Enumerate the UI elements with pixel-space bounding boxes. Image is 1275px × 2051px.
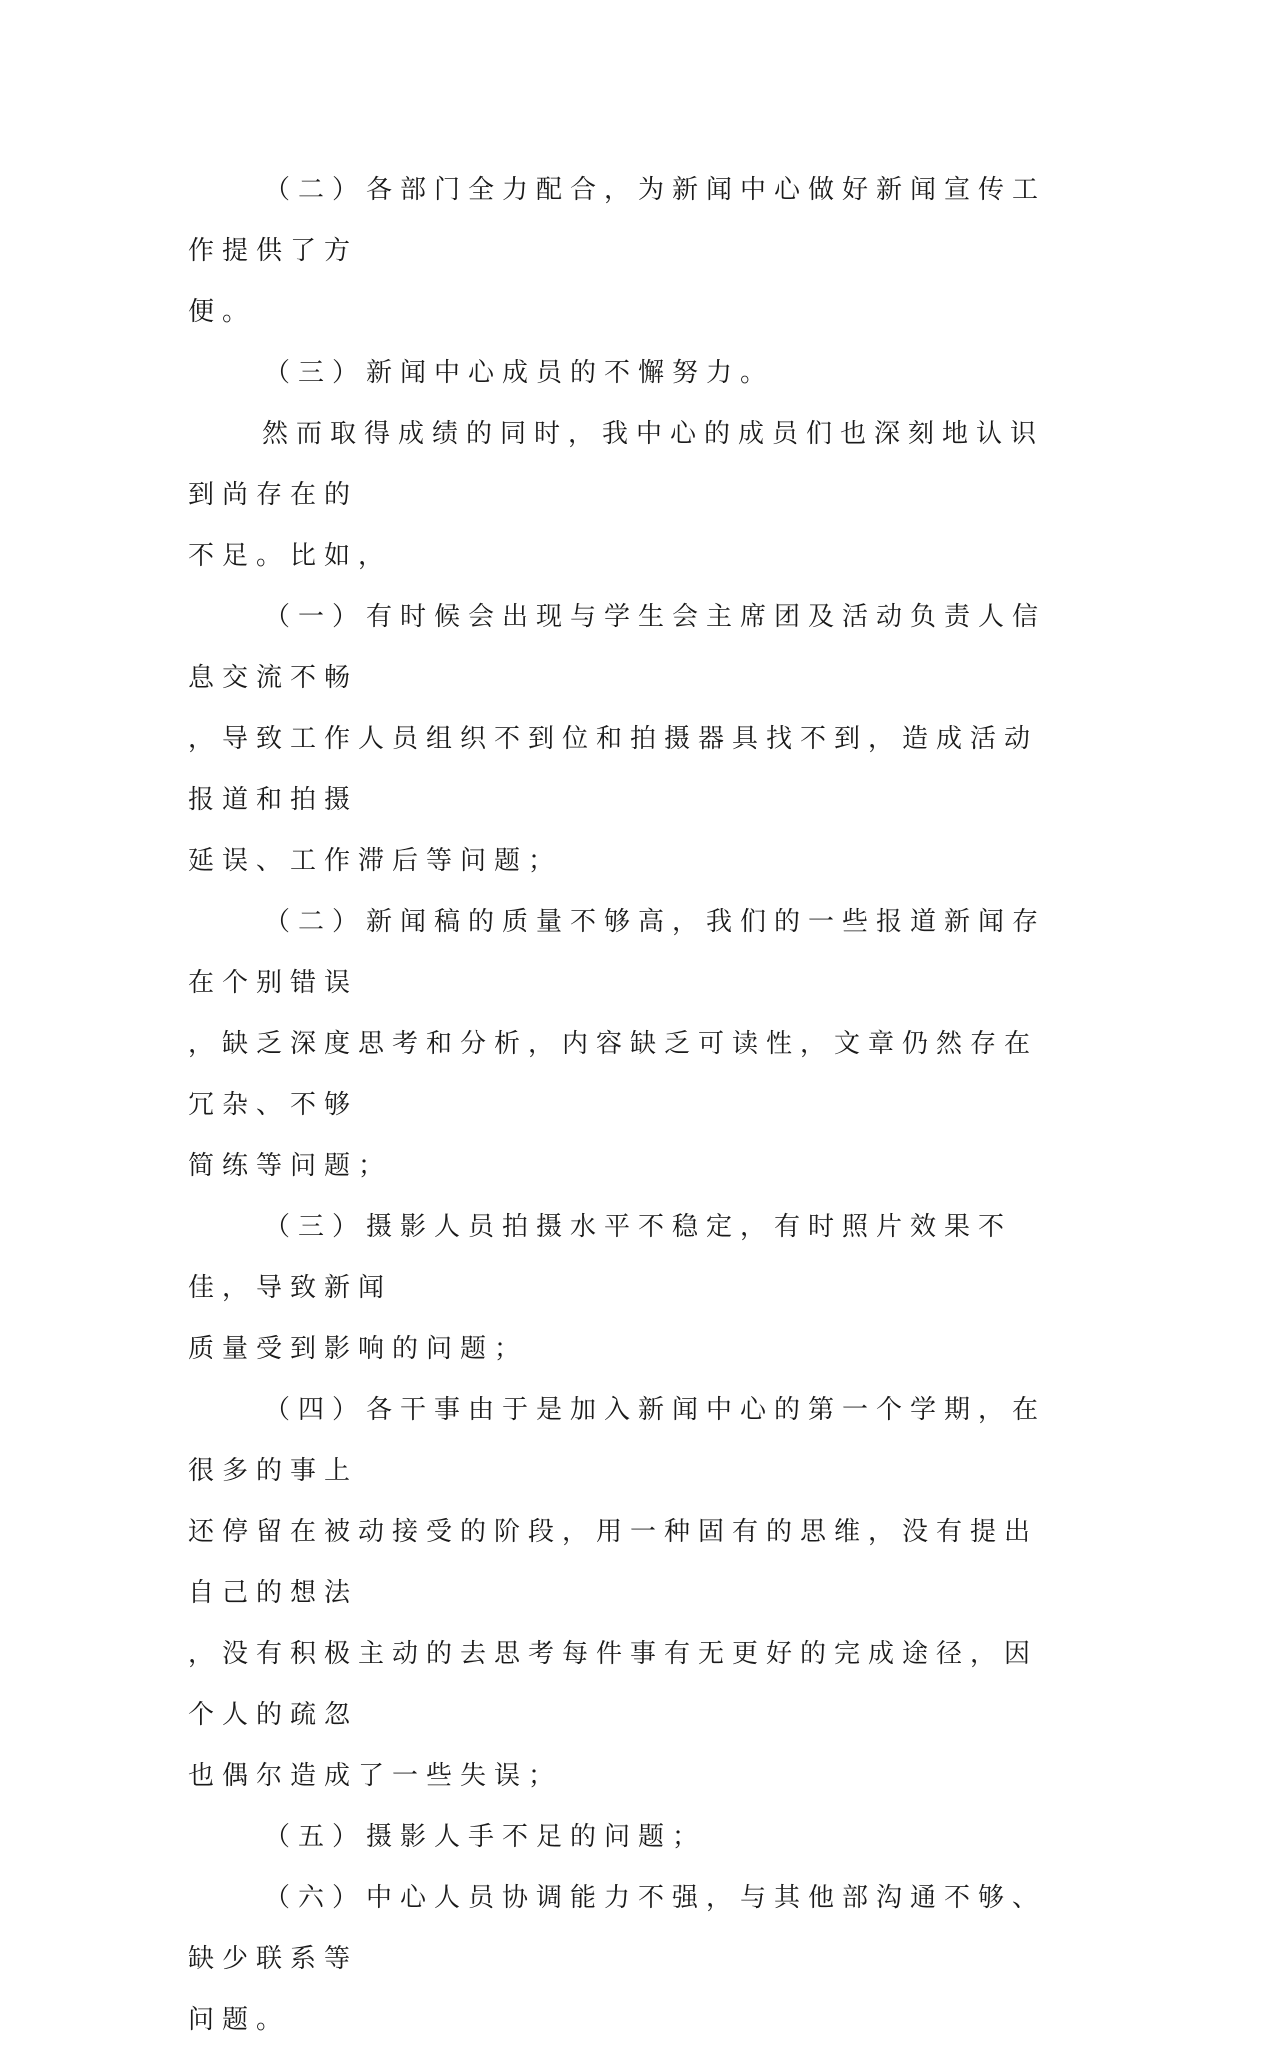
paragraph-effort: （三）新闻中心成员的不懈努力。 xyxy=(264,358,775,388)
paragraph-issue-3: （三）摄影人员拍摄水平不稳定，有时照片效果不佳，导致新闻 质量受到影响的问题； xyxy=(188,1212,1013,1364)
paragraph-issue-4: （四）各干事由于是加入新闻中心的第一个学期，在很多的事上 还停留在被动接受的阶段，用一种固有的思维，没有提出自己的想法 ，没有积极主动的去思考每件事有无更好的完成途径，因个人的疏忽 也偶尔造成了一些失误； xyxy=(188,1395,1047,1791)
paragraph-issue-2: （二）新闻稿的质量不够高，我们的一些报道新闻存在个别错误 ，缺乏深度思考和分析，内容缺乏可读性，文章仍然存在冗杂、不够 简练等问题； xyxy=(188,907,1047,1181)
document-body xyxy=(188,160,1068,2051)
paragraph-support: （二）各部门全力配合，为新闻中心做好新闻宣传工作提供了方 便。 xyxy=(188,175,1047,327)
paragraph-shortcomings-intro: 然而取得成绩的同时，我中心的成员们也深刻地认识到尚存在的 不足。比如， xyxy=(188,419,1045,571)
paragraph-issue-5: （五）摄影人手不足的问题； xyxy=(264,1822,707,1852)
paragraph-issue-1: （一）有时候会出现与学生会主席团及活动负责人信息交流不畅 ，导致工作人员组织不到位和拍摄器具找不到，造成活动报道和拍摄 延误、工作滞后等问题； xyxy=(188,602,1047,876)
paragraph-issue-6: （六）中心人员协调能力不强，与其他部沟通不够、缺少联系等 问题。 xyxy=(188,1883,1047,2035)
